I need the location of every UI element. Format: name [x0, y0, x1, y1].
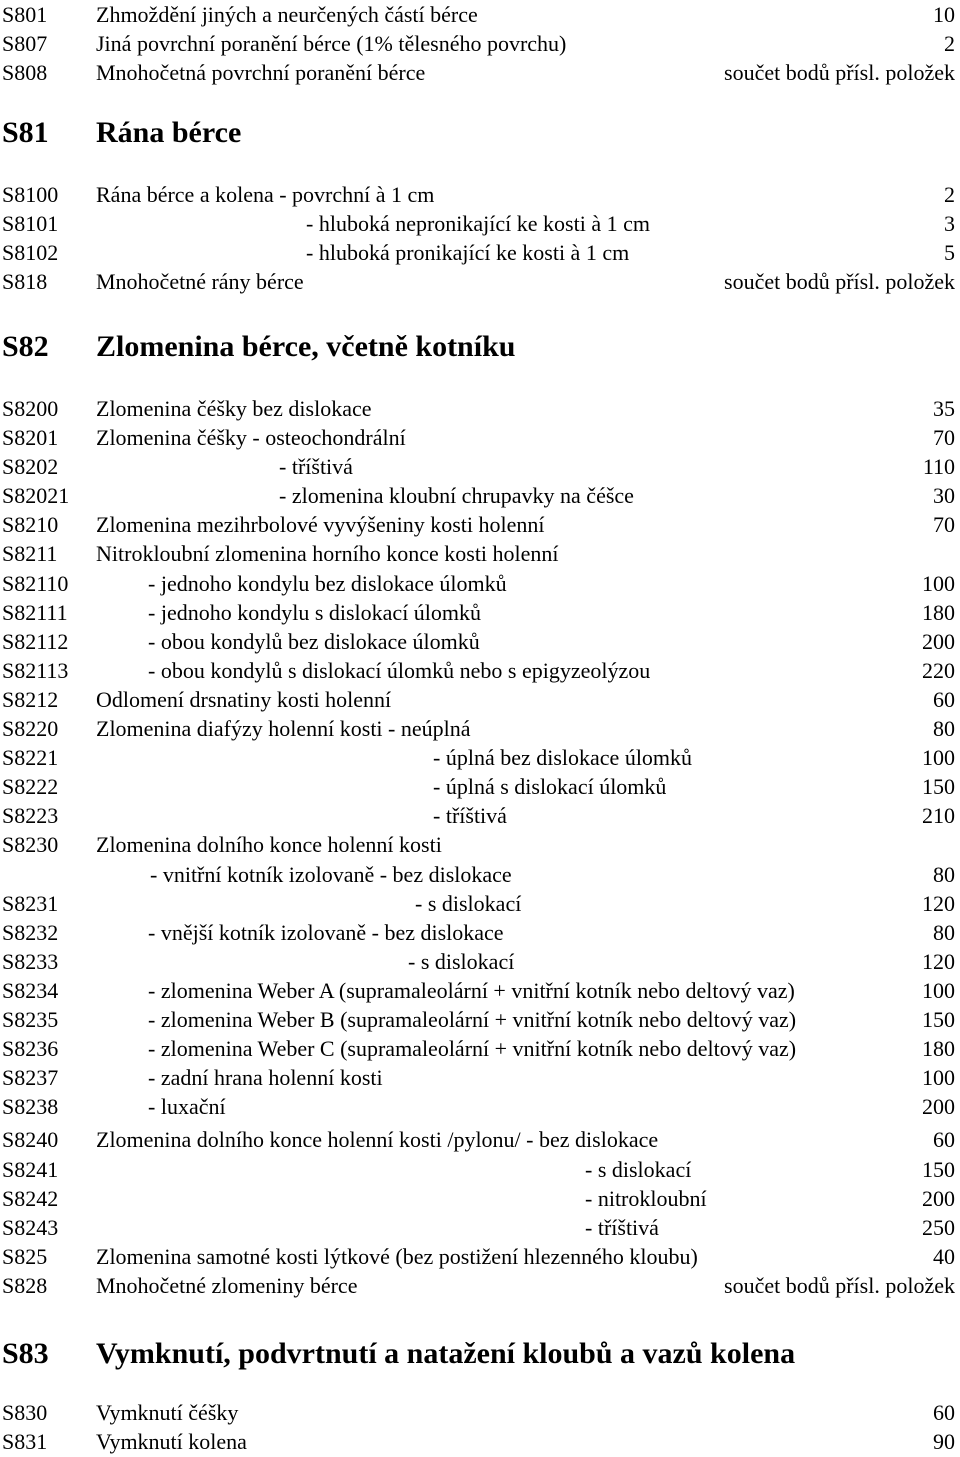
item-code: S8240 [2, 1127, 59, 1152]
item-code: S8236 [2, 1036, 59, 1061]
item-points: 2 [944, 182, 955, 207]
item-code: S8221 [2, 745, 59, 770]
item-description: - zlomenina Weber C (supramaleolární + vnitřní kotník nebo deltový vaz) [148, 1036, 797, 1061]
table-row [0, 685, 960, 715]
item-description: Mnohočetné zlomeniny bérce [96, 1273, 358, 1298]
table-row [0, 510, 960, 540]
table-row [0, 209, 960, 239]
item-description: - s dislokací [408, 949, 515, 974]
table-row [0, 598, 960, 628]
item-code: S82112 [2, 629, 69, 654]
item-description: Rána bérce a kolena - povrchní à 1 cm [96, 182, 435, 207]
item-code: S8222 [2, 774, 59, 799]
item-points: součet bodů přísl. položek [724, 60, 955, 85]
table-row [0, 1427, 960, 1457]
item-description: - s dislokací [415, 891, 522, 916]
table-row [0, 539, 960, 569]
table-row [0, 656, 960, 686]
item-points: součet bodů přísl. položek [724, 269, 955, 294]
item-points: 210 [922, 803, 955, 828]
item-points: 150 [922, 774, 955, 799]
item-code: S8238 [2, 1094, 59, 1119]
item-points: 5 [944, 240, 955, 265]
section-heading [0, 113, 960, 153]
item-description: Zlomenina dolního konce holenní kosti [96, 832, 442, 857]
item-code: S8101 [2, 211, 59, 236]
item-description: - tříštivá [279, 454, 353, 479]
item-code: S8235 [2, 1007, 59, 1032]
item-description: - zlomenina Weber A (supramaleolární + vnitřní kotník nebo deltový vaz) [148, 978, 795, 1003]
item-points: 90 [933, 1429, 955, 1454]
table-row [0, 1063, 960, 1093]
item-points: 200 [922, 629, 955, 654]
item-points: 80 [933, 862, 955, 887]
item-description: - zadní hrana holenní kosti [148, 1065, 383, 1090]
item-points: 2 [944, 31, 955, 56]
table-row [0, 394, 960, 424]
item-description: Zhmoždění jiných a neurčených částí bérce [96, 2, 478, 27]
table-row [0, 1271, 960, 1301]
item-points: 60 [933, 1400, 955, 1425]
item-description: Zlomenina samotné kosti lýtkové (bez postižení hlezenného kloubu) [96, 1244, 698, 1269]
table-row [0, 860, 960, 890]
table-row [0, 267, 960, 297]
table-row [0, 889, 960, 919]
table-row [0, 0, 960, 30]
item-points: 10 [933, 2, 955, 27]
item-description: - úplná s dislokací úlomků [433, 774, 667, 799]
item-description: - obou kondylů s dislokací úlomků nebo s epigyzeolýzou [148, 658, 651, 683]
item-description: Zlomenina mezihrbolové vyvýšeniny kosti holenní [96, 512, 545, 537]
item-points: 35 [933, 396, 955, 421]
table-row [0, 1092, 960, 1122]
item-description: - jednoho kondylu s dislokací úlomků [148, 600, 482, 625]
item-description: Zlomenina čéšky - osteochondrální [96, 425, 406, 450]
section-title: Zlomenina bérce, včetně kotníku [96, 330, 516, 363]
section-code: S81 [2, 116, 49, 149]
item-points: 80 [933, 716, 955, 741]
item-code: S82113 [2, 658, 69, 683]
item-description: - luxační [148, 1094, 226, 1119]
table-row [0, 1005, 960, 1035]
item-description: Vymknutí kolena [96, 1429, 247, 1454]
table-row [0, 452, 960, 482]
item-points: 180 [922, 1036, 955, 1061]
table-row [0, 1213, 960, 1243]
item-code: S8220 [2, 716, 59, 741]
item-code: S830 [2, 1400, 48, 1425]
item-code: S8210 [2, 512, 59, 537]
item-code: S808 [2, 60, 48, 85]
item-points: 30 [933, 483, 955, 508]
item-code: S8223 [2, 803, 59, 828]
table-row [0, 1125, 960, 1155]
item-code: S807 [2, 31, 48, 56]
item-code: S8242 [2, 1186, 59, 1211]
item-code: S82111 [2, 600, 68, 625]
item-points: 150 [922, 1157, 955, 1182]
item-code: S8102 [2, 240, 59, 265]
item-code: S82110 [2, 571, 69, 596]
item-points: 3 [944, 211, 955, 236]
item-points: 100 [922, 1065, 955, 1090]
item-description: - zlomenina Weber B (supramaleolární + vnitřní kotník nebo deltový vaz) [148, 1007, 797, 1032]
section-heading [0, 327, 960, 367]
table-row [0, 1184, 960, 1214]
item-code: S8201 [2, 425, 59, 450]
item-description: - hluboká pronikající ke kosti à 1 cm [306, 240, 630, 265]
item-code: S8237 [2, 1065, 59, 1090]
table-row [0, 801, 960, 831]
item-points: 220 [922, 658, 955, 683]
item-code: S8202 [2, 454, 59, 479]
item-code: S8200 [2, 396, 59, 421]
item-code: S801 [2, 2, 48, 27]
item-description: - obou kondylů bez dislokace úlomků [148, 629, 480, 654]
item-description: Zlomenina čéšky bez dislokace [96, 396, 372, 421]
item-code: S8234 [2, 978, 59, 1003]
item-code: S8232 [2, 920, 59, 945]
item-description: - nitrokloubní [585, 1186, 707, 1211]
item-description: - jednoho kondylu bez dislokace úlomků [148, 571, 507, 596]
table-row [0, 569, 960, 599]
table-row [0, 481, 960, 511]
item-description: Zlomenina dolního konce holenní kosti /pylonu/ - bez dislokace [96, 1127, 659, 1152]
item-code: S82021 [2, 483, 70, 508]
table-row [0, 743, 960, 773]
item-points: 40 [933, 1244, 955, 1269]
item-points: 120 [922, 891, 955, 916]
item-description: Zlomenina diafýzy holenní kosti - neúplná [96, 716, 471, 741]
table-row [0, 918, 960, 948]
item-code: S8243 [2, 1215, 59, 1240]
item-code: S8233 [2, 949, 59, 974]
item-code: S8230 [2, 832, 59, 857]
item-points: 70 [933, 512, 955, 537]
item-code: S825 [2, 1244, 48, 1269]
table-row [0, 423, 960, 453]
section-title: Rána bérce [96, 116, 242, 149]
item-points: 100 [922, 571, 955, 596]
table-row [0, 714, 960, 744]
section-code: S82 [2, 330, 49, 363]
item-description: - s dislokací [585, 1157, 692, 1182]
table-row [0, 1242, 960, 1272]
item-points: 250 [922, 1215, 955, 1240]
item-points: 60 [933, 1127, 955, 1152]
table-row [0, 772, 960, 802]
table-row [0, 627, 960, 657]
item-points: součet bodů přísl. položek [724, 1273, 955, 1298]
item-points: 100 [922, 978, 955, 1003]
item-code: S818 [2, 269, 48, 294]
item-code: S8211 [2, 541, 58, 566]
item-code: S8100 [2, 182, 59, 207]
table-row [0, 58, 960, 88]
item-description: Vymknutí čéšky [96, 1400, 239, 1425]
item-description: Odlomení drsnatiny kosti holenní [96, 687, 392, 712]
item-points: 150 [922, 1007, 955, 1032]
item-description: Nitrokloubní zlomenina horního konce kosti holenní [96, 541, 559, 566]
item-points: 100 [922, 745, 955, 770]
table-row [0, 830, 960, 860]
item-points: 60 [933, 687, 955, 712]
item-code: S8231 [2, 891, 59, 916]
item-code: S831 [2, 1429, 48, 1454]
item-code: S8212 [2, 687, 59, 712]
section-heading [0, 1334, 960, 1374]
item-points: 110 [922, 454, 955, 479]
item-points: 70 [933, 425, 955, 450]
item-description: - úplná bez dislokace úlomků [433, 745, 693, 770]
section-title: Vymknutí, podvrtnutí a natažení kloubů a vazů kolena [96, 1337, 796, 1370]
item-points: 180 [922, 600, 955, 625]
table-row [0, 1034, 960, 1064]
item-description: Mnohočetná povrchní poranění bérce [96, 60, 426, 85]
item-description: - zlomenina kloubní chrupavky na čéšce [279, 483, 634, 508]
item-description: - hluboká nepronikající ke kosti à 1 cm [306, 211, 650, 236]
item-description: - tříštivá [433, 803, 507, 828]
table-row [0, 1155, 960, 1185]
table-row [0, 976, 960, 1006]
table-row [0, 238, 960, 268]
table-row [0, 947, 960, 977]
item-points: 80 [933, 920, 955, 945]
item-description: - vnější kotník izolovaně - bez dislokace [148, 920, 504, 945]
item-code: S828 [2, 1273, 48, 1298]
item-points: 200 [922, 1094, 955, 1119]
section-code: S83 [2, 1337, 49, 1370]
item-description: - vnitřní kotník izolovaně - bez dislokace [150, 862, 512, 887]
item-code: S8241 [2, 1157, 59, 1182]
item-points: 200 [922, 1186, 955, 1211]
item-description: Mnohočetné rány bérce [96, 269, 304, 294]
table-row [0, 1398, 960, 1428]
item-description: - tříštivá [585, 1215, 659, 1240]
table-row [0, 180, 960, 210]
table-row [0, 29, 960, 59]
item-description: Jiná povrchní poranění bérce (1% tělesného povrchu) [96, 31, 567, 56]
item-points: 120 [922, 949, 955, 974]
